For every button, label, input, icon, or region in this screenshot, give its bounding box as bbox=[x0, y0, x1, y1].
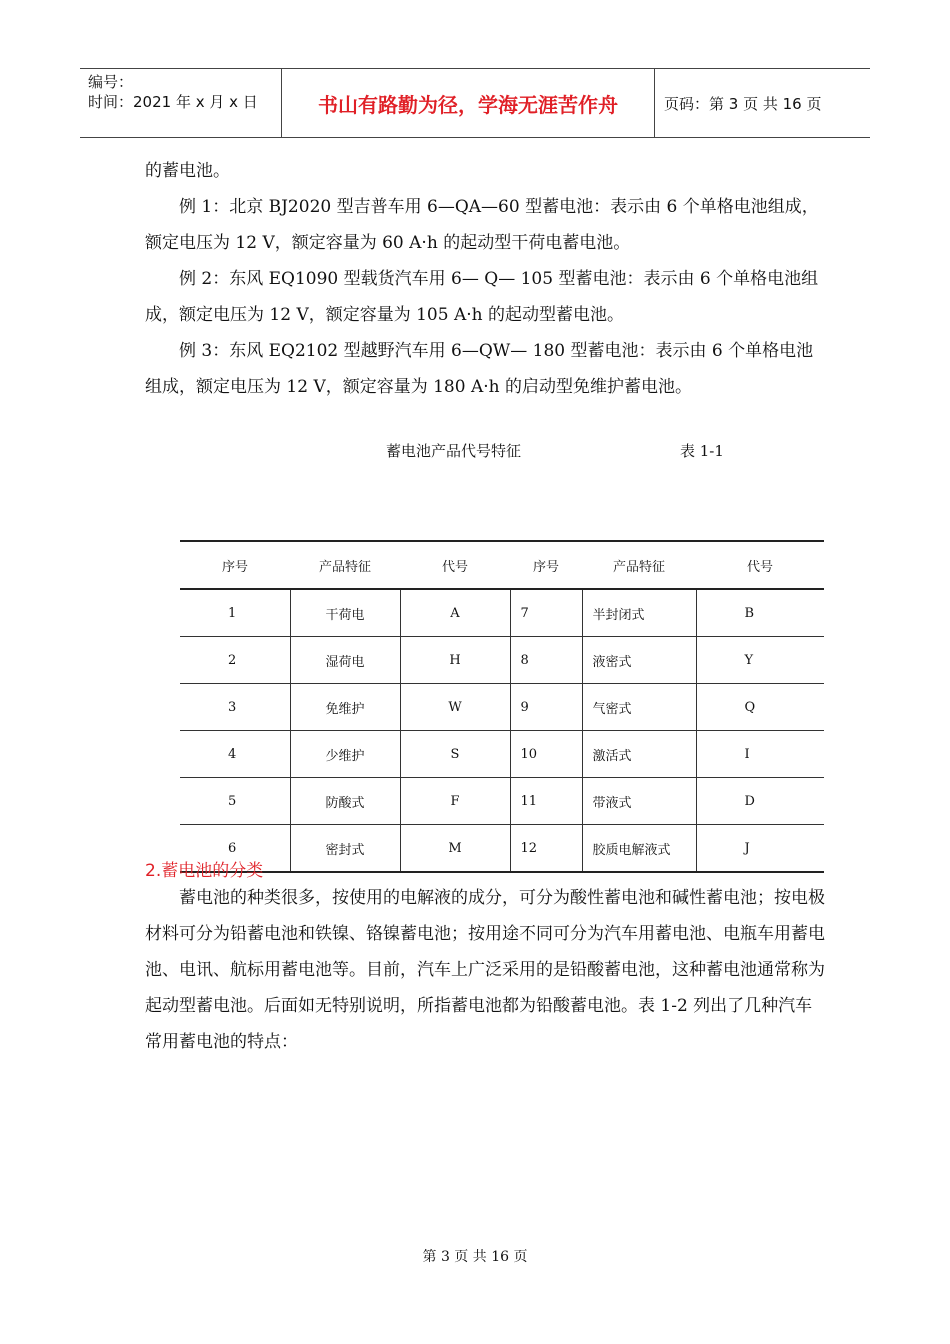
document-time-label: 时间：2021 年 x 月 x 日 bbox=[88, 93, 258, 111]
col-header-code-2: 代号 bbox=[696, 541, 824, 589]
table-cell: 11 bbox=[510, 778, 582, 825]
table-cell: 气密式 bbox=[582, 684, 696, 731]
table-cell: A bbox=[400, 589, 510, 637]
table-cell: 5 bbox=[180, 778, 290, 825]
page-footer: 第 3 页 共 16 页 bbox=[422, 1249, 528, 1265]
table-caption: 蓄电池产品代号特征 bbox=[386, 442, 522, 460]
table-cell: M bbox=[400, 825, 510, 873]
table-cell: 1 bbox=[180, 589, 290, 637]
table-cell: Y bbox=[696, 637, 824, 684]
col-header-index: 序号 bbox=[180, 541, 290, 589]
col-header-feature: 产品特征 bbox=[290, 541, 400, 589]
table-row bbox=[180, 825, 824, 873]
table-label: 表 1-1 bbox=[680, 442, 724, 460]
table-cell: 密封式 bbox=[290, 825, 400, 873]
section-body bbox=[145, 880, 825, 1060]
table-cell: 6 bbox=[180, 825, 290, 873]
table-cell: I bbox=[696, 731, 824, 778]
table-cell: 免维护 bbox=[290, 684, 400, 731]
table-cell: 7 bbox=[510, 589, 582, 637]
header-motto: 书山有路勤为径，学海无涯苦作舟 bbox=[282, 69, 655, 137]
table-cell: H bbox=[400, 637, 510, 684]
table-cell: B bbox=[696, 589, 824, 637]
page-header bbox=[80, 68, 870, 138]
table-row bbox=[180, 684, 824, 731]
table-cell: 湿荷电 bbox=[290, 637, 400, 684]
table-row bbox=[180, 589, 824, 637]
body-text bbox=[145, 153, 825, 405]
table-cell: 激活式 bbox=[582, 731, 696, 778]
table-header-row bbox=[180, 541, 824, 589]
document-number-label: 编号： bbox=[88, 73, 134, 91]
table-row bbox=[180, 731, 824, 778]
continuation-line: 的蓄电池。 bbox=[145, 161, 230, 181]
table-cell: 10 bbox=[510, 731, 582, 778]
table-cell: 胶质电解液式 bbox=[582, 825, 696, 873]
col-header-index-2: 序号 bbox=[510, 541, 582, 589]
table-cell: 干荷电 bbox=[290, 589, 400, 637]
table-cell: S bbox=[400, 731, 510, 778]
table-cell: 9 bbox=[510, 684, 582, 731]
section-paragraph: 蓄电池的种类很多，按使用的电解液的成分，可分为酸性蓄电池和碱性蓄电池；按电极材料可分为铅蓄电池和铁镍、铬镍蓄电池；按用途不同可分为汽车用蓄电池、电瓶车用蓄电池、电讯、航标用蓄电池等。目前，汽车上广泛采用的是铅酸蓄电池，这种蓄电池通常称为起动型蓄电池。后面如无特别说明，所指蓄电池都为铅酸蓄电池。表 1-2 列出了几种汽车常用蓄电池的特点： bbox=[145, 888, 825, 1052]
table-cell: 8 bbox=[510, 637, 582, 684]
battery-code-table bbox=[180, 540, 824, 873]
col-header-feature-2: 产品特征 bbox=[582, 541, 696, 589]
header-meta bbox=[80, 69, 282, 137]
table-cell: W bbox=[400, 684, 510, 731]
table-cell: 4 bbox=[180, 731, 290, 778]
table-cell: 液密式 bbox=[582, 637, 696, 684]
table-cell: 半封闭式 bbox=[582, 589, 696, 637]
example-2: 例 2：东风 EQ1090 型载货汽车用 6— Q— 105 型蓄电池：表示由 6 个单格电池组成，额定电压为 12 V，额定容量为 105 A·h 的起动型蓄电池。 bbox=[145, 269, 819, 325]
table-cell: J bbox=[696, 825, 824, 873]
example-3: 例 3：东风 EQ2102 型越野汽车用 6—QW— 180 型蓄电池：表示由 6 个单格电池组成，额定电压为 12 V，额定容量为 180 A·h 的启动型免维护蓄电池。 bbox=[145, 341, 814, 397]
col-header-code: 代号 bbox=[400, 541, 510, 589]
section-title: 2.蓄电池的分类 bbox=[145, 861, 264, 881]
table-cell: D bbox=[696, 778, 824, 825]
table-cell: F bbox=[400, 778, 510, 825]
table-row bbox=[180, 778, 824, 825]
header-page-info: 页码：第 3 页 共 16 页 bbox=[664, 94, 822, 113]
table-cell: 少维护 bbox=[290, 731, 400, 778]
table-cell: 12 bbox=[510, 825, 582, 873]
table-cell: Q bbox=[696, 684, 824, 731]
table-cell: 带液式 bbox=[582, 778, 696, 825]
table-cell: 防酸式 bbox=[290, 778, 400, 825]
table-cell: 2 bbox=[180, 637, 290, 684]
table-row bbox=[180, 637, 824, 684]
example-1: 例 1：北京 BJ2020 型吉普车用 6—QA—60 型蓄电池：表示由 6 个单格电池组成，额定电压为 12 V，额定容量为 60 A·h 的起动型干荷电蓄电池。 bbox=[145, 197, 819, 253]
table-cell: 3 bbox=[180, 684, 290, 731]
